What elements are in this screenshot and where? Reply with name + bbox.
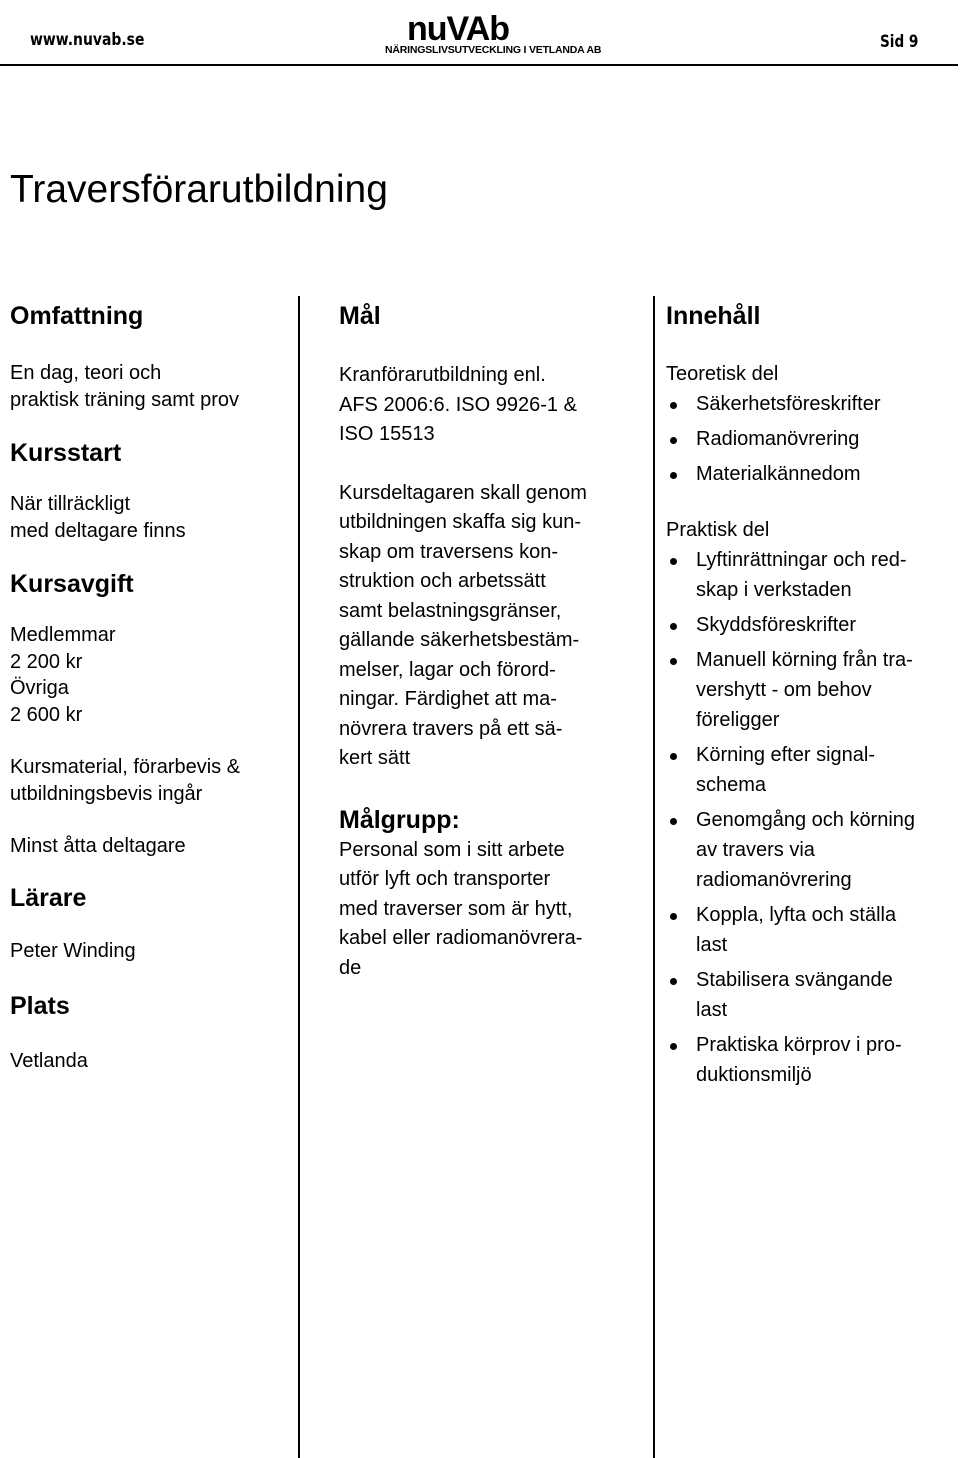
bullet-icon xyxy=(670,402,677,409)
heading-kursstart: Kursstart xyxy=(10,439,122,467)
kursavgift-line: 2 200 kr xyxy=(10,650,83,673)
heading-kursavgift: Kursavgift xyxy=(10,570,134,598)
heading-larare: Lärare xyxy=(10,883,87,912)
logo-subtitle: NÄRINGSLIVSUTVECKLING I VETLANDA AB xyxy=(385,44,602,56)
heading-malgrupp: Målgrupp: xyxy=(339,805,460,834)
site-url[interactable]: www.nuvab.se xyxy=(30,30,145,50)
heading-plats: Plats xyxy=(10,992,70,1020)
kursavgift-line: Övriga xyxy=(10,677,69,699)
malgrupp-line: med traverser som är hytt, xyxy=(339,897,573,920)
column-divider-1 xyxy=(298,296,300,1458)
malgrupp-line: de xyxy=(339,956,362,979)
min-participants: Minst åtta deltagare xyxy=(10,835,186,857)
desc-line: Kursdeltagaren skall genom xyxy=(339,481,587,504)
desc-line: ningar. Färdighet att ma- xyxy=(339,688,557,710)
desc-line: skap om traversens kon- xyxy=(339,540,558,563)
document-title: Traversförarutbildning xyxy=(10,168,388,211)
desc-line: gällande säkerhetsbestäm- xyxy=(339,629,580,651)
heading-innehall: Innehåll xyxy=(666,302,761,330)
page-header xyxy=(0,0,960,68)
column-contents xyxy=(666,300,954,1090)
desc-line: kert sätt xyxy=(339,747,411,769)
bullet-icon xyxy=(670,753,677,760)
list-item: Materialkännedom xyxy=(666,459,954,489)
praktisk-label: Praktisk del xyxy=(666,519,770,541)
mal-line: Kranförarutbildning enl. xyxy=(339,364,546,386)
list-item: Koppla, lyfta och ställa last xyxy=(666,900,954,960)
column-goals xyxy=(339,300,644,983)
omfattning-line: praktisk träning samt prov xyxy=(10,388,239,411)
heading-mal: Mål xyxy=(339,302,381,330)
list-item: Praktiska körprov i pro- duktionsmiljö xyxy=(666,1030,954,1090)
column-divider-2 xyxy=(653,296,655,1458)
teacher-name: Peter Winding xyxy=(10,939,136,962)
desc-line: növrera travers på ett sä- xyxy=(339,717,563,740)
malgrupp-line: Personal som i sitt arbete xyxy=(339,838,565,861)
header-divider xyxy=(0,64,958,66)
material-line: utbildningsbevis ingår xyxy=(10,782,203,805)
bullet-icon xyxy=(670,558,677,565)
bullet-icon xyxy=(670,437,677,444)
desc-line: melser, lagar och förord- xyxy=(339,658,556,681)
malgrupp-line: utför lyft och transporter xyxy=(339,868,551,890)
mal-line: AFS 2006:6. ISO 9926-1 & xyxy=(339,393,577,416)
list-item: Lyftinrättningar och red- skap i verkstaden xyxy=(666,545,954,605)
material-line: Kursmaterial, förarbevis & xyxy=(10,756,241,778)
list-item: Genomgång och körning av travers via radiomanövrering xyxy=(666,805,954,895)
page-number: Sid 9 xyxy=(880,32,919,52)
desc-line: struktion och arbetssätt xyxy=(339,570,546,592)
logo-wordmark: nuVAb xyxy=(407,10,510,46)
list-item: Säkerhetsföreskrifter xyxy=(666,389,954,419)
column-overview xyxy=(10,300,292,1075)
kursavgift-line: 2 600 kr xyxy=(10,703,83,726)
location: Vetlanda xyxy=(10,1050,88,1072)
kursavgift-line: Medlemmar xyxy=(10,624,116,646)
malgrupp-line: kabel eller radiomanövrera- xyxy=(339,927,583,949)
bullet-icon xyxy=(670,1043,677,1050)
teoretisk-label: Teoretisk del xyxy=(666,363,779,385)
list-item: Radiomanövrering xyxy=(666,424,954,454)
heading-omfattning: Omfattning xyxy=(10,302,144,330)
list-item: Stabilisera svängande last xyxy=(666,965,954,1025)
bullet-icon xyxy=(670,818,677,825)
mal-line: ISO 15513 xyxy=(339,423,435,445)
nuvab-logo-mark xyxy=(385,4,585,46)
praktisk-list xyxy=(666,545,954,1090)
bullet-icon xyxy=(670,658,677,665)
desc-line: samt belastningsgränser, xyxy=(339,599,562,622)
list-item: Manuell körning från tra- vershytt - om behov föreligger xyxy=(666,645,954,735)
bullet-icon xyxy=(670,472,677,479)
teoretisk-list xyxy=(666,389,954,489)
bullet-icon xyxy=(670,978,677,985)
desc-line: utbildningen skaffa sig kun- xyxy=(339,511,582,533)
list-item: Skyddsföreskrifter xyxy=(666,610,954,640)
omfattning-line: En dag, teori och xyxy=(10,362,162,384)
nuvab-logo xyxy=(385,4,602,64)
kursstart-line: med deltagare finns xyxy=(10,519,186,542)
kursstart-line: När tillräckligt xyxy=(10,493,131,515)
bullet-icon xyxy=(670,913,677,920)
list-item: Körning efter signal- schema xyxy=(666,740,954,800)
bullet-icon xyxy=(670,623,677,630)
